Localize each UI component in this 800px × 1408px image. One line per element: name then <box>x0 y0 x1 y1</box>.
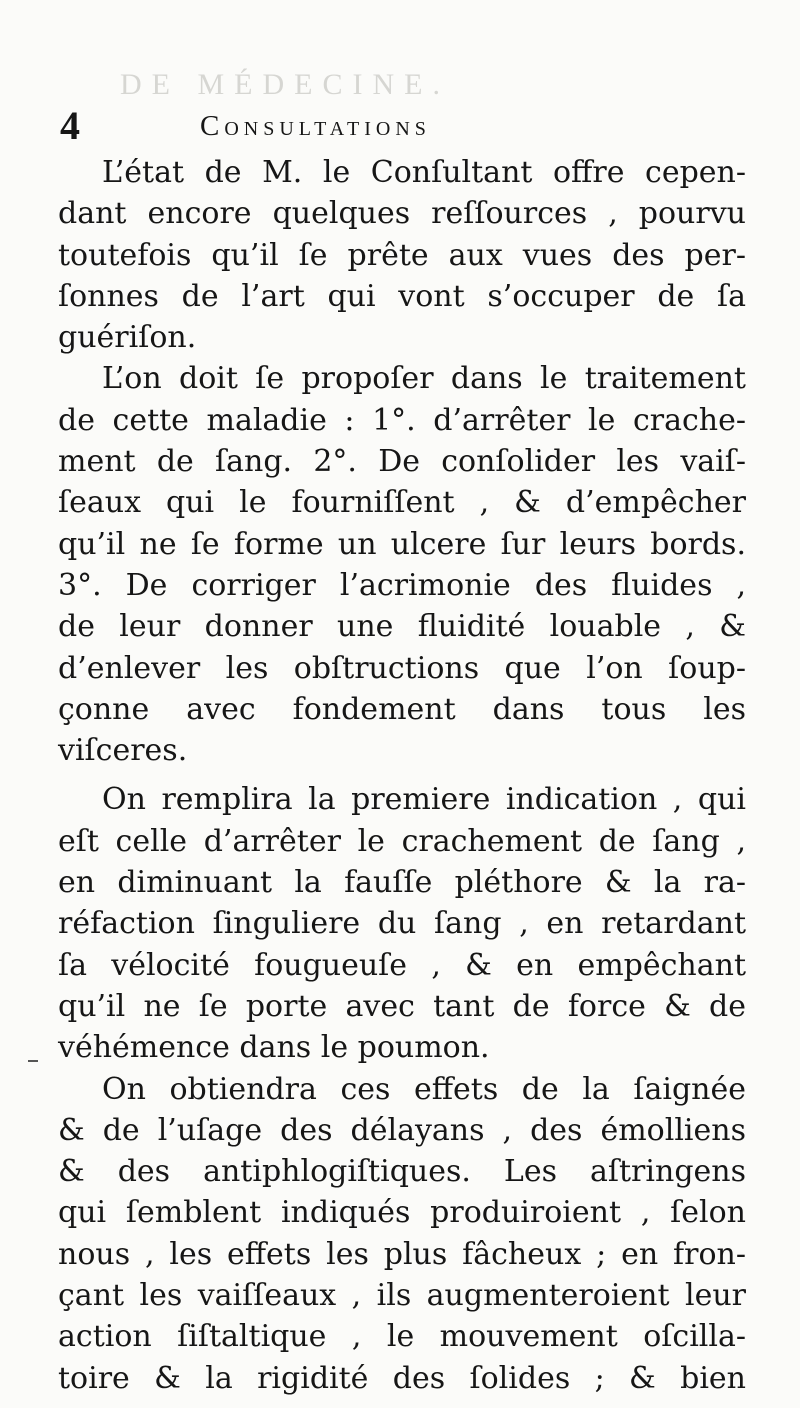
text-line: viſceres. <box>58 733 188 769</box>
paragraph <box>58 152 746 358</box>
text-line: véhémence dans le poumon. <box>58 1030 490 1066</box>
text-line: en diminuant la fauſſe pléthore & la ra- <box>58 865 746 901</box>
text-line: qui ſemblent indiqués produiroient , ſelon <box>58 1195 746 1231</box>
text-line: çant les vaiſſeaux , ils augmenteroient leur <box>58 1278 746 1314</box>
text-line: de cette maladie : 1°. d’arrêter le crache- <box>58 402 746 438</box>
text-line: qu’il ne ſe forme un ulcere ſur leurs bords. <box>58 526 746 562</box>
text-line: ſonnes de l’art qui vont s’occuper de ſa <box>58 278 746 314</box>
text-line: eſt celle d’arrêter le crachement de ſang , <box>58 823 746 859</box>
text-line: ment de ſang. 2°. De conſolider les vaiſ- <box>58 444 746 480</box>
text-line: ſeaux qui le fourniſſent , & d’empêcher <box>58 485 746 521</box>
text-line: nous , les effets les plus fâcheux ; en fron- <box>58 1236 746 1272</box>
page-number: 4 <box>60 103 80 148</box>
paragraph-gap <box>58 771 746 779</box>
text-line: guériſon. <box>58 320 197 356</box>
text-line: ſa vélocité fougueuſe , & en empêchant <box>58 947 746 983</box>
running-head: Consultations <box>200 110 431 142</box>
text-line: toutefois qu’il ſe prête aux vues des per- <box>58 237 746 273</box>
text-line: On remplira la premiere indication , qui <box>102 782 746 818</box>
margin-mark <box>28 1060 38 1062</box>
text-line: action ſiſtaltique , le mouvement oſcilla- <box>58 1319 746 1355</box>
text-line: toire & la rigidité des ſolides ; & bien <box>58 1360 746 1396</box>
text-line: On obtiendra ces effets de la ſaignée <box>102 1071 746 1107</box>
text-line: L’état de M. le Conſultant offre cepen- <box>102 155 746 190</box>
text-line: de leur donner une fluidité louable , & <box>58 609 746 645</box>
paragraph <box>58 1069 746 1399</box>
text-line: çonne avec fondement dans tous les <box>58 691 746 727</box>
text-line: d’enlever les obſtructions que l’on ſoup- <box>58 650 746 686</box>
text-line: 3°. De corriger l’acrimonie des fluides , <box>58 567 746 603</box>
text-line: qu’il ne ſe porte avec tant de force & de <box>58 988 746 1024</box>
page-header <box>60 102 740 150</box>
text-line: & de l’uſage des délayans , des émolliens <box>58 1112 746 1148</box>
paragraph <box>58 779 746 1068</box>
text-line: dant encore quelques reſſources , pourvu <box>58 196 746 232</box>
text-line: réfaction ſinguliere du ſang , en retardant <box>58 906 746 942</box>
body-text <box>58 152 746 1399</box>
bleed-through-text: DE MÉDECINE. <box>120 68 450 101</box>
text-line: & des antiphlogiſtiques. Les aſtringens <box>58 1154 746 1190</box>
text-line: L’on doit ſe propoſer dans le traitement <box>102 361 746 397</box>
paragraph <box>58 358 746 771</box>
